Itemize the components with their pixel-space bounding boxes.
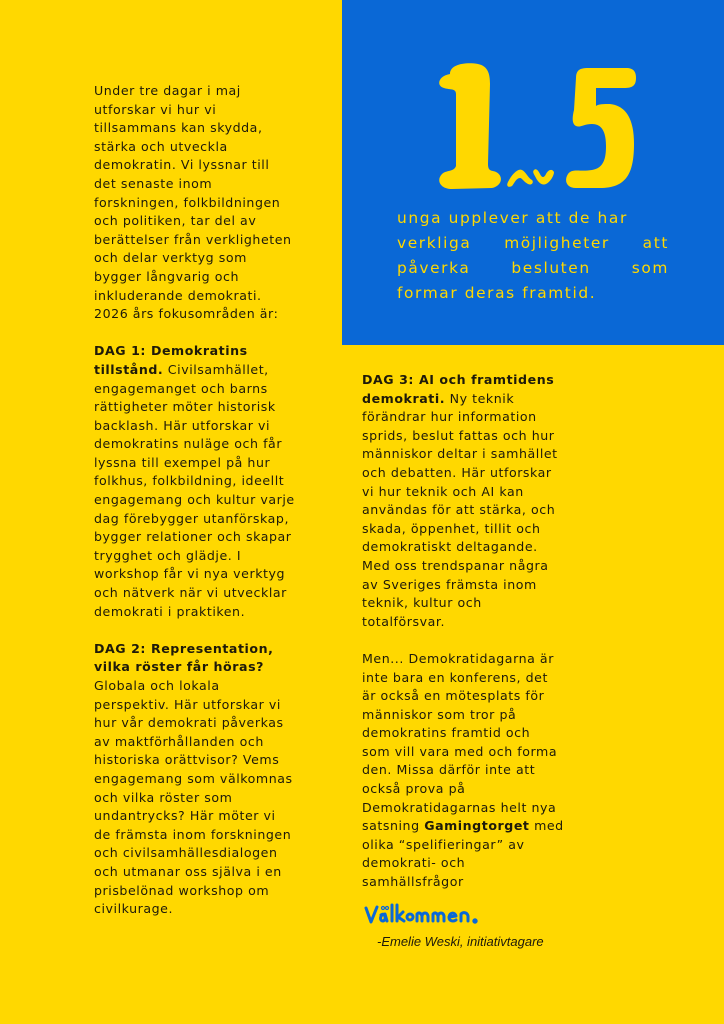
text-line: av Sveriges främsta inom [362, 576, 537, 592]
stat-big-number [420, 60, 650, 200]
stat-line [397, 281, 669, 306]
day3-text: Ny teknik [445, 390, 515, 406]
text-line: stärka och utveckla [94, 138, 228, 154]
text-line: skada, öppenhet, tillit och [362, 520, 541, 536]
stat-word: möjligheter [504, 234, 610, 252]
text-line: totalförsvar. [362, 613, 446, 629]
text-line: engagemang som välkomnas [94, 770, 293, 786]
text-line: Globala och lokala [94, 678, 220, 693]
text-line: folkhus, folkbildning, ideellt [94, 473, 285, 489]
text-line: undantrycks? Här möter vi [94, 808, 276, 824]
text-line: förändrar hur information [362, 409, 537, 425]
intro-paragraph [94, 82, 295, 324]
signature-valkommen [363, 900, 523, 930]
day1-body [94, 380, 295, 622]
text-line: inkluderande demokrati. [94, 287, 262, 303]
right-column [362, 371, 564, 892]
stat-word: påverka [397, 259, 471, 277]
text-line: samhällsfrågor [362, 874, 464, 890]
stat-word: som [631, 259, 669, 277]
closing-section [362, 650, 564, 892]
day1-heading: DAG 1: Demokratins [94, 343, 248, 359]
text-line: civilkurage. [94, 901, 174, 917]
text-line: demokratin. Vi lyssnar till [94, 157, 270, 173]
numeral-one [439, 63, 501, 189]
stat-word: verkliga [397, 234, 472, 252]
text-line: workshop får vi nya verktyg [94, 566, 286, 582]
text-line: dag förebygger utanförskap, [94, 510, 289, 526]
stat-line [397, 206, 669, 231]
text-line: Men... Demokratidagarna är [362, 650, 554, 666]
day3-section [362, 371, 564, 631]
day2-heading-cont: vilka röster får höras? [94, 659, 264, 675]
text-line: och vilka röster som [94, 789, 233, 805]
day2-section [94, 640, 295, 919]
text-line: engagemang och kultur varje [94, 492, 295, 508]
text-line: olika “spelifieringar” av [362, 836, 525, 852]
stat-line [397, 256, 669, 281]
text-line: rättigheter möter historisk [94, 399, 276, 415]
text-line: trygghet och glädje. I [94, 547, 242, 563]
closing-text: med [529, 818, 564, 834]
text-line: det senaste inom [94, 175, 213, 191]
text-line: perspektiv. Här utforskar vi [94, 696, 281, 712]
text-line: lyssna till exempel på hur [94, 454, 271, 470]
stat-description [397, 206, 669, 306]
text-line: teknik, kultur och [362, 595, 482, 611]
stat-word: besluten [511, 259, 591, 277]
text-line: demokrati- och [362, 855, 466, 871]
day3-body [362, 408, 564, 631]
text-line: tillsammans kan skydda, [94, 120, 263, 136]
left-column [94, 82, 295, 919]
text-line: vi hur teknik och AI kan [362, 483, 524, 499]
text-line: och utmanar oss själva i en [94, 863, 282, 879]
day3-heading: DAG 3: AI och framtidens [362, 372, 555, 387]
text-line: och debatten. Här utforskar [362, 464, 552, 480]
text-line: demokratiskt deltagande. [362, 539, 538, 555]
stat-line-text: formar deras framtid. [397, 284, 597, 302]
text-line: är också en mötesplats för [362, 688, 545, 704]
text-line: sprids, beslut fattas och hur [362, 427, 555, 443]
text-line: och delar verktyg som [94, 250, 247, 266]
text-line: de främsta inom forskningen [94, 826, 292, 842]
text-line: och nätverk när vi utvecklar [94, 585, 287, 601]
text-line: och politiken, tar del av [94, 213, 257, 229]
text-line: engagemanget och barns [94, 380, 268, 396]
text-line: människor som tror på [362, 706, 517, 722]
stat-line [397, 231, 669, 256]
day1-text: Civilsamhället, [163, 361, 269, 377]
text-line: inte bara en konferens, det [362, 669, 548, 685]
text-line: historiska orättvisor? Vems [94, 752, 280, 768]
signature-attribution: -Emelie Weski, initiativtagare [377, 934, 544, 949]
text-line: människor deltar i samhället [362, 446, 558, 462]
text-line: också prova på [362, 781, 466, 797]
text-line: Med oss trendspanar några [362, 557, 549, 573]
text-line: användas för att stärka, och [362, 502, 556, 518]
numeral-five [566, 68, 636, 188]
text-line: hur vår demokrati påverkas [94, 715, 284, 731]
text-line: av maktförhållanden och [94, 733, 264, 749]
text-line: 2026 års fokusområden är: [94, 306, 279, 322]
stat-word: att [642, 234, 669, 252]
text-line: demokratins framtid och [362, 725, 531, 741]
text-line: prisbelönad workshop om [94, 882, 270, 898]
gamingtorget-highlight: Gamingtorget [424, 818, 530, 834]
day2-heading: DAG 2: Representation, [94, 640, 274, 656]
text-line: utforskar vi hur vi [94, 101, 217, 117]
connector-av [507, 169, 554, 187]
closing-body [362, 650, 564, 817]
day1-heading-cont: tillstånd. [94, 361, 164, 377]
text-line: forskningen, folkbildningen [94, 194, 281, 210]
text-line: demokrati i praktiken. [94, 603, 246, 619]
closing-body-end [362, 836, 564, 892]
text-line: Under tre dagar i maj [94, 83, 241, 98]
text-line: och civilsamhällesdialogen [94, 845, 278, 861]
text-line: backlash. Här utforskar vi [94, 417, 271, 433]
text-line: Demokratidagarnas helt nya [362, 799, 557, 815]
text-line: berättelser från verkligheten [94, 231, 292, 247]
stat-line-text: unga upplever att de har [397, 209, 628, 227]
text-line: demokratins nuläge och får [94, 436, 283, 452]
day1-section [94, 342, 295, 621]
text-line: den. Missa därför inte att [362, 762, 536, 778]
text-line: bygger långvarig och [94, 268, 240, 284]
text-line: bygger relationer och skapar [94, 529, 292, 545]
day2-body [94, 677, 295, 919]
closing-text: satsning [362, 818, 425, 834]
text-line: som vill vara med och forma [362, 743, 558, 759]
day3-heading-cont: demokrati. [362, 390, 446, 406]
